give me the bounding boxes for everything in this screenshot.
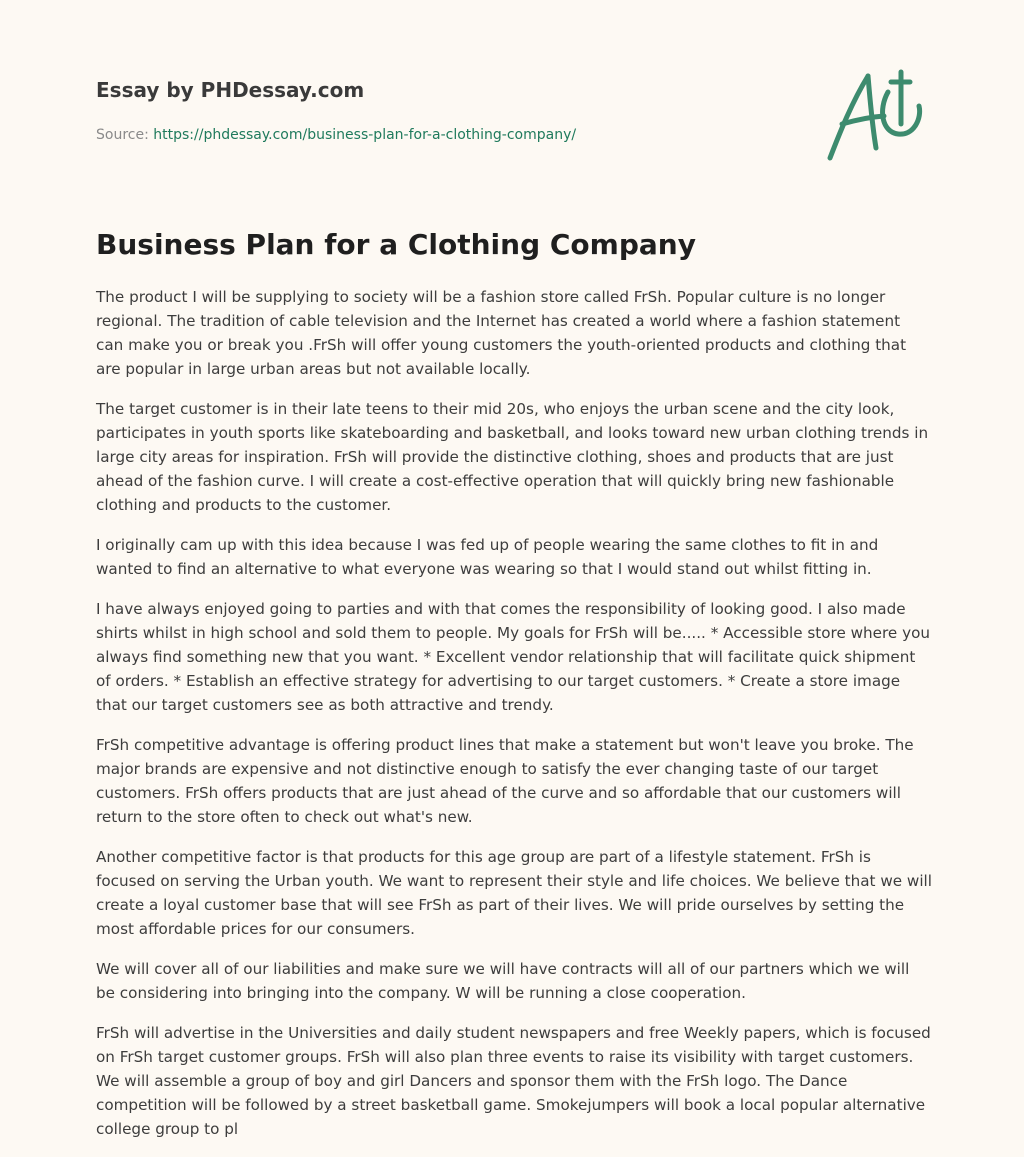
source-link[interactable]: https://phdessay.com/business-plan-for-a-clothing-company/: [153, 127, 577, 143]
article-body: [96, 285, 932, 1157]
paragraph: The product I will be supplying to society will be a fashion store called FrSh. Popular culture is no longer regional. The tradition of cable television and the Internet has created a world where a fashion statement can make you or break you .FrSh will offer young customers the youth-oriented products and clothing that are popular in large urban areas but not available locally.: [96, 288, 907, 378]
paragraph: I originally cam up with this idea because I was fed up of people wearing the same clothes to fit in and wanted to find an alternative to what everyone was wearing so that I would stand out whilst fitting in.: [96, 536, 879, 578]
paragraph: FrSh will advertise in the Universities and daily student newspapers and free Weekly papers, which is focused on FrSh target customer groups. FrSh will also plan three events to raise its visibility with target customers. We will assemble a group of boy and girl Dancers and sponsor them with the FrSh logo. The Dance competition will be followed by a street basketball game. Smokejumpers will book a local popular alternative college group to pl: [96, 1024, 931, 1138]
document-header: [96, 76, 928, 143]
paragraph: I have always enjoyed going to parties and with that comes the responsibility of looking good. I also made shirts whilst in high school and sold them to people. My goals for FrSh will be..... * Accessible store where you always find something new that you want. * Excellent vendor relationship that will facilitate quick shipment of orders. * Establish an effective strategy for advertising to our target customers. * Create a store image that our target customers see as both attractive and trendy.: [96, 600, 930, 714]
paragraph: Another competitive factor is that products for this age group are part of a lifestyle statement. FrSh is focused on serving the Urban youth. We want to represent their style and life choices. We believe that we will create a loyal customer base that will see FrSh as part of their lives. We will pride ourselves by setting the most affordable prices for our consumers.: [96, 848, 933, 938]
paragraph: We will cover all of our liabilities and make sure we will have contracts will all of our partners which we will be considering into bringing into the company. W will be running a close cooperation.: [96, 960, 910, 1002]
site-title: Essay by PHDessay.com: [96, 78, 365, 102]
paragraph: The target customer is in their late teens to their mid 20s, who enjoys the urban scene and the city look, participates in youth sports like skateboarding and basketball, and looks toward new urban clothing trends in large city areas for inspiration. FrSh will provide the distinctive clothing, shoes and products that are just ahead of the fashion curve. I will create a cost-effective operation that will quickly bring new fashionable clothing and products to the customer.: [96, 400, 929, 514]
paragraph: FrSh competitive advantage is offering product lines that make a statement but won't leave you broke. The major brands are expensive and not distinctive enough to satisfy the ever changing taste of our target customers. FrSh offers products that are just ahead of the curve and so affordable that our customers will return to the store often to check out what's new.: [96, 736, 914, 826]
a-plus-grade-icon: [822, 66, 928, 166]
source-line: [96, 125, 576, 145]
source-label: Source:: [96, 127, 154, 143]
article-title: Business Plan for a Clothing Company: [96, 228, 696, 261]
